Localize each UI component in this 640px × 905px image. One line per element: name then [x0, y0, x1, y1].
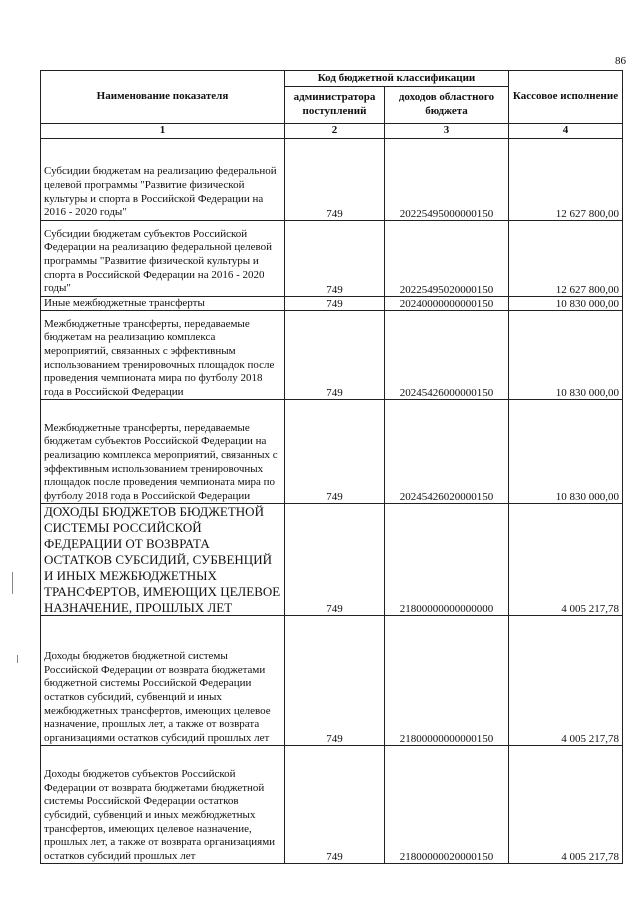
- row-amount: 10 830 000,00: [509, 311, 623, 400]
- row-name: Иные межбюджетные трансферты: [41, 296, 285, 311]
- table-row: [41, 616, 623, 746]
- row-name: Субсидии бюджетам на реализацию федеральной целевой программы "Развитие физической культуры и спорта в Российской Федерации на 2016 - 2020 годы": [41, 138, 285, 220]
- table-row: [41, 138, 623, 220]
- budget-table: [40, 70, 623, 864]
- table-row: [41, 220, 623, 296]
- scan-mark: [17, 655, 18, 663]
- row-admin: 749: [285, 746, 385, 864]
- row-amount: 10 830 000,00: [509, 400, 623, 504]
- col-number-1: 1: [41, 124, 285, 139]
- row-name: Межбюджетные трансферты, передаваемые бюджетам субъектов Российской Федерации на реализацию комплекса мероприятий, связанных с эффективным использованием тренировочных площадок после проведения чемпионата мира по футболу 2018 года в Российской Федерации: [41, 400, 285, 504]
- row-name: ДОХОДЫ БЮДЖЕТОВ БЮДЖЕТНОЙ СИСТЕМЫ РОССИЙСКОЙ ФЕДЕРАЦИИ ОТ ВОЗВРАТА ОСТАТКОВ СУБСИДИЙ, СУБВЕНЦИЙ И ИНЫХ МЕЖБЮДЖЕТНЫХ ТРАНСФЕРТОВ, ИМЕЮЩИХ ЦЕЛЕВОЕ НАЗНАЧЕНИЕ, ПРОШЛЫХ ЛЕТ: [41, 504, 285, 616]
- row-code: 21800000000000000: [385, 504, 509, 616]
- header-income: доходов областного бюджета: [385, 87, 509, 124]
- row-code: 20245426020000150: [385, 400, 509, 504]
- row-admin: 749: [285, 504, 385, 616]
- row-admin: 749: [285, 220, 385, 296]
- table-row: [41, 504, 623, 616]
- row-name: Межбюджетные трансферты, передаваемые бюджетам на реализацию комплекса мероприятий, связанных с эффективным использованием тренировочных площадок после проведения чемпионата мира по футболу 2018 года в Российской Федерации: [41, 311, 285, 400]
- row-code: 20225495020000150: [385, 220, 509, 296]
- header-execution: Кассовое исполнение: [509, 71, 623, 124]
- row-name: Доходы бюджетов бюджетной системы Российской Федерации от возврата бюджетами бюджетной системы Российской Федерации остатков субсидий, субвенций и иных межбюджетных трансфертов, имеющих целевое назначение, прошлых лет, а также от возврата организациями остатков субсидий прошлых лет: [41, 616, 285, 746]
- row-code: 20225495000000150: [385, 138, 509, 220]
- row-code: 21800000020000150: [385, 746, 509, 864]
- row-amount: 4 005 217,78: [509, 746, 623, 864]
- row-code: 20240000000000150: [385, 296, 509, 311]
- table-row: [41, 311, 623, 400]
- table-row: [41, 400, 623, 504]
- row-admin: 749: [285, 311, 385, 400]
- row-amount: 10 830 000,00: [509, 296, 623, 311]
- row-amount: 4 005 217,78: [509, 616, 623, 746]
- row-admin: 749: [285, 400, 385, 504]
- col-number-4: 4: [509, 124, 623, 139]
- header-code-group: Код бюджетной классификации: [285, 71, 509, 87]
- row-amount: 12 627 800,00: [509, 138, 623, 220]
- header-name: Наименование показателя: [41, 71, 285, 124]
- row-admin: 749: [285, 296, 385, 311]
- header-admin: администратора поступлений: [285, 87, 385, 124]
- col-number-2: 2: [285, 124, 385, 139]
- row-code: 20245426000000150: [385, 311, 509, 400]
- row-admin: 749: [285, 138, 385, 220]
- row-amount: 12 627 800,00: [509, 220, 623, 296]
- page-number: 86: [615, 55, 626, 67]
- row-name: Доходы бюджетов субъектов Российской Федерации от возврата бюджетами бюджетной системы Российской Федерации остатков субсидий, субвенций и иных межбюджетных трансфертов, имеющих целевое назначение, прошлых лет, а также от возврата организациями остатков субсидий прошлых лет: [41, 746, 285, 864]
- scan-mark: [12, 572, 13, 594]
- row-name: Субсидии бюджетам субъектов Российской Федерации на реализацию федеральной целевой программы "Развитие физической культуры и спорта в Российской Федерации на 2016 - 2020 годы": [41, 220, 285, 296]
- row-amount: 4 005 217,78: [509, 504, 623, 616]
- row-code: 21800000000000150: [385, 616, 509, 746]
- table-row: [41, 296, 623, 311]
- col-number-3: 3: [385, 124, 509, 139]
- row-admin: 749: [285, 616, 385, 746]
- table-row: [41, 746, 623, 864]
